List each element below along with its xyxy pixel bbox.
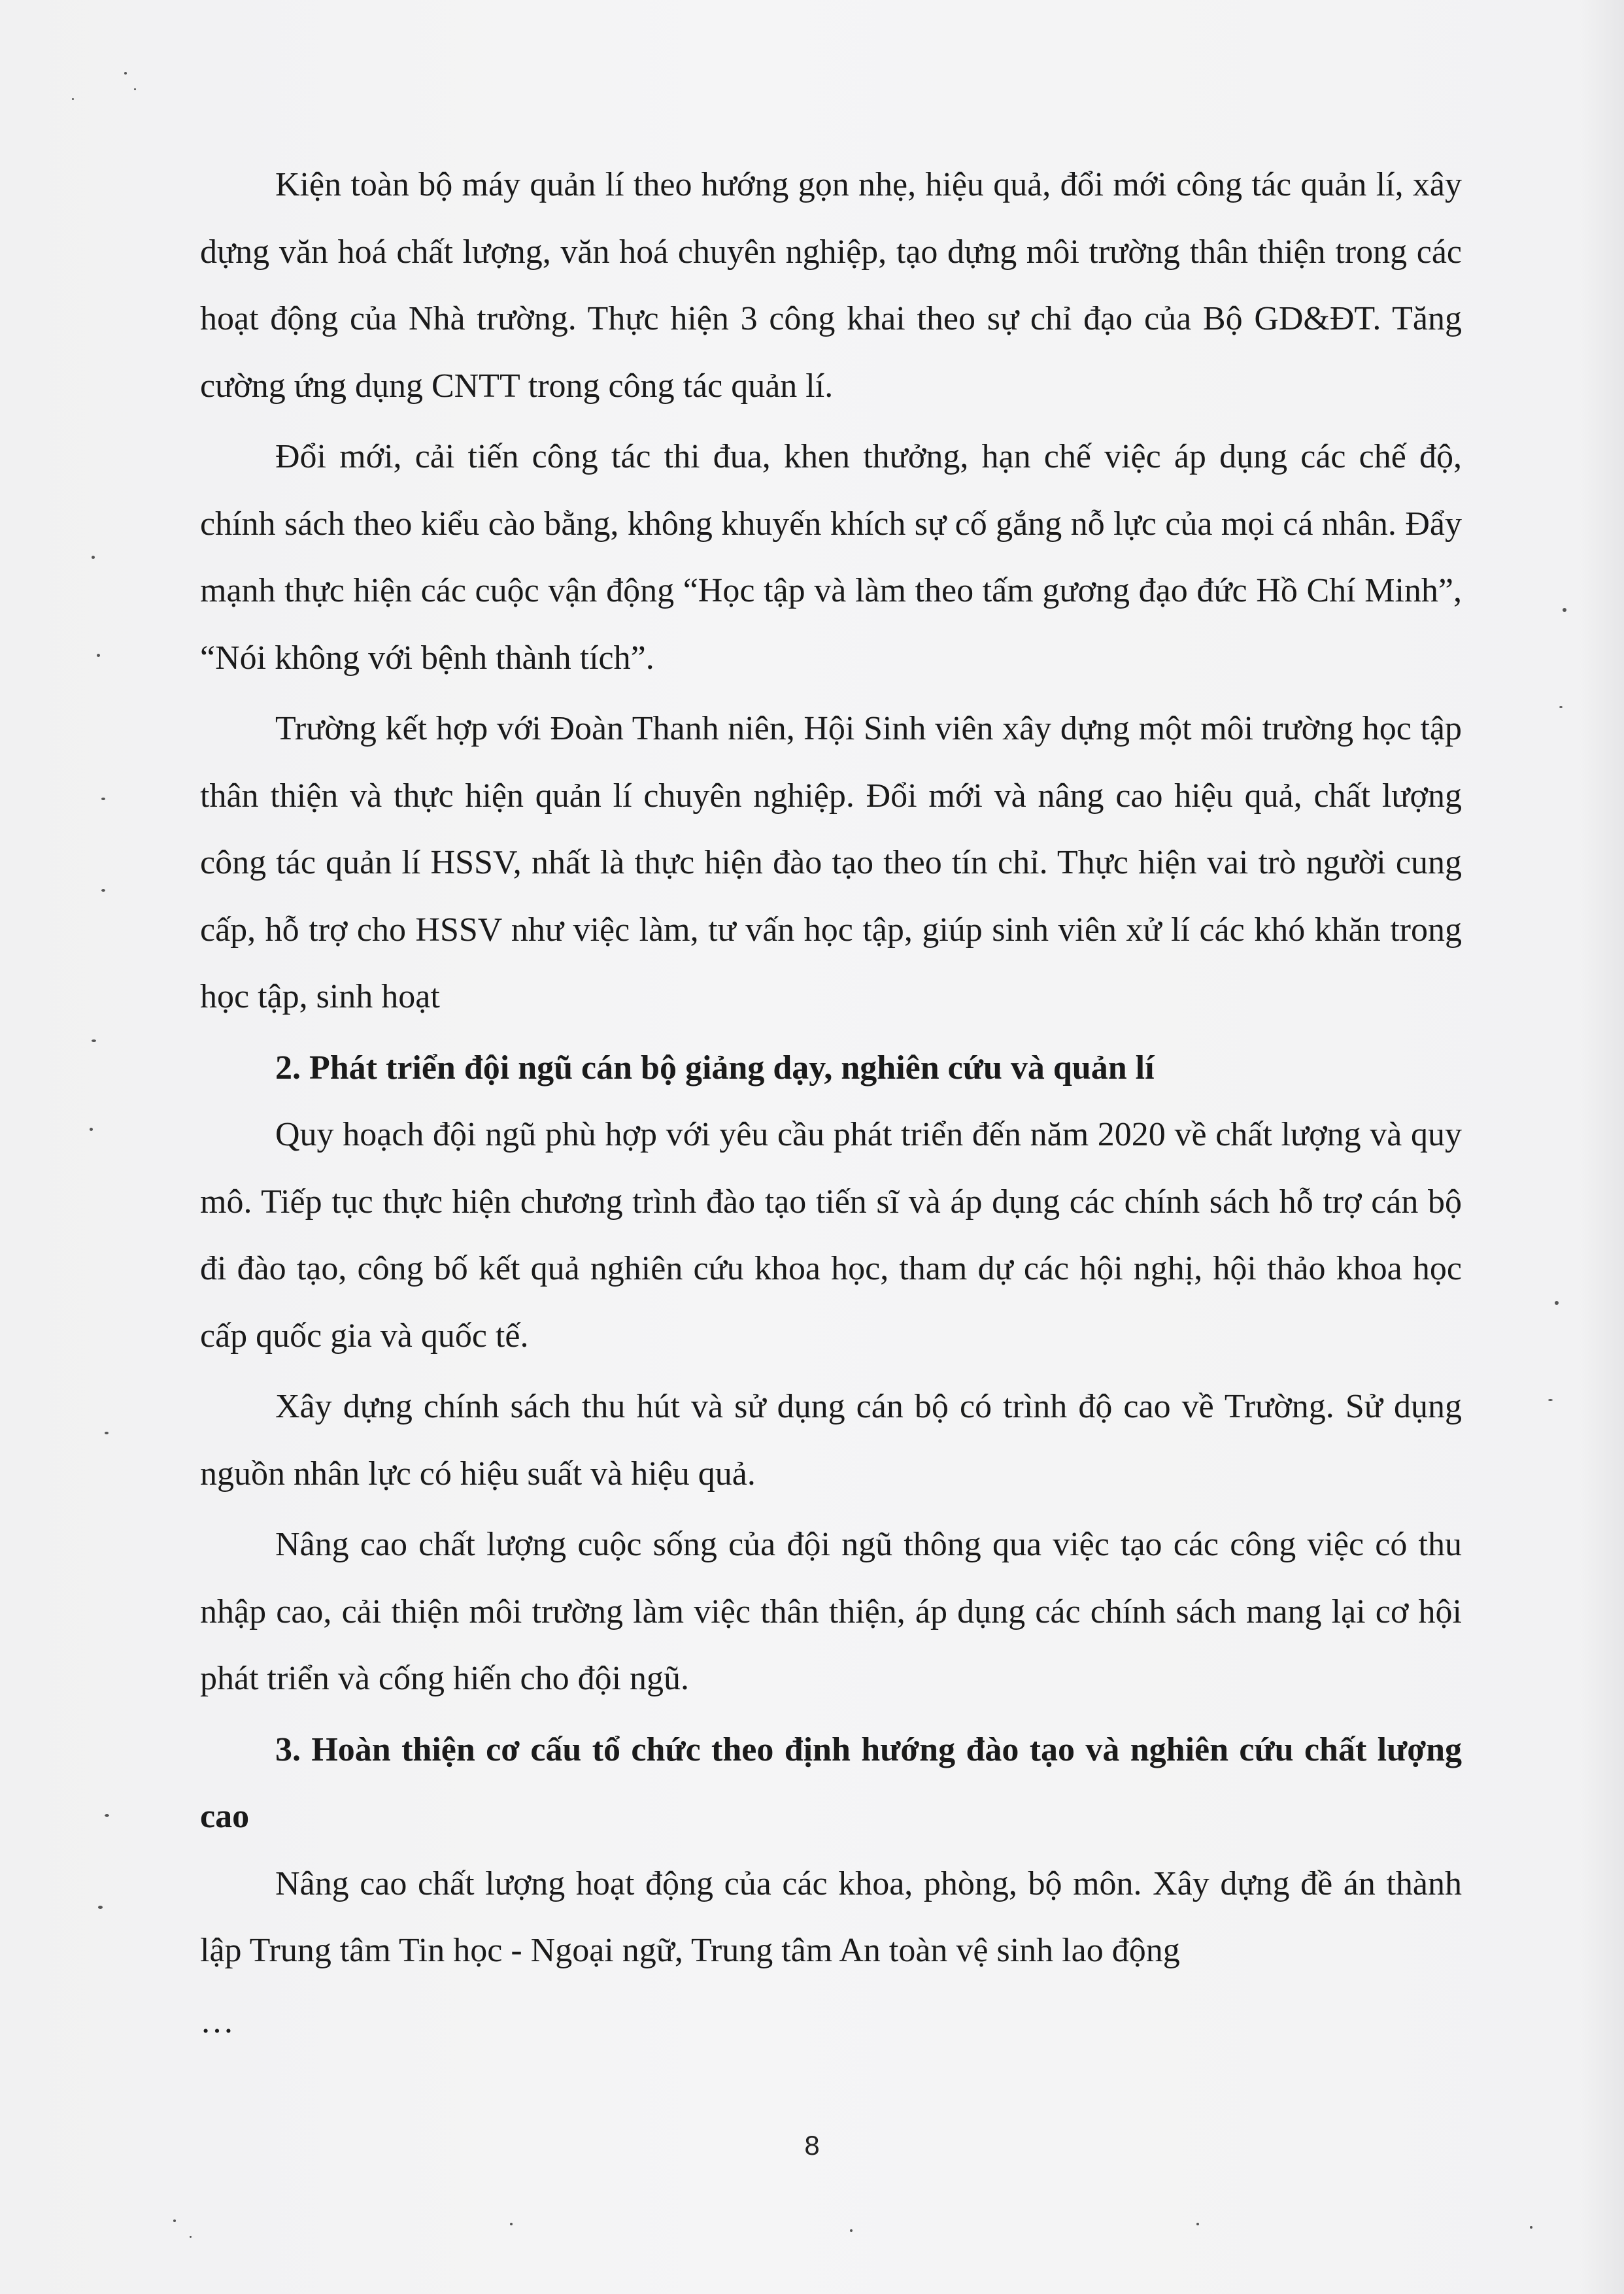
- paragraph-management: Kiện toàn bộ máy quản lí theo hướng gọn nhẹ, hiệu quả, đổi mới công tác quản lí, xây dựng văn hoá chất lượng, văn hoá chuyên nghiệp, tạo dựng môi trường thân thiện trong các hoạt động của Nhà trường. Thực hiện 3 công khai theo sự chỉ đạo của Bộ GD&ĐT. Tăng cường ứng dụng CNTT trong công tác quản lí.: [200, 166, 1462, 405]
- scan-speck: [98, 1906, 103, 1909]
- paragraph-talent-policy: Xây dựng chính sách thu hút và sử dụng cán bộ có trình độ cao về Trường. Sử dụng nguồn nhân lực có hiệu suất và hiệu quả.: [200, 1388, 1462, 1493]
- scan-speck: [90, 1128, 93, 1131]
- continuation-ellipsis: …: [200, 2002, 234, 2040]
- scan-speck: [92, 1039, 96, 1042]
- paragraph-emulation: Đổi mới, cải tiến công tác thi đua, khen thưởng, hạn chế việc áp dụng các chế độ, chính sách theo kiểu cào bằng, không khuyến khích sự cố gắng nỗ lực của mọi cá nhân. Đẩy mạnh thực hiện các cuộc vận động “Học tập và làm theo tấm gương đạo đức Hồ Chí Minh”, “Nói không với bệnh thành tích”.: [200, 438, 1462, 677]
- scan-speck: [97, 654, 100, 657]
- scan-speck: [92, 556, 95, 559]
- scan-speck: [510, 2223, 513, 2225]
- scan-speck: [1548, 1399, 1553, 1401]
- section-3-heading: 3. Hoàn thiện cơ cấu tổ chức theo định hướng đào tạo và nghiên cứu chất lượng cao: [200, 1730, 1462, 1835]
- scan-speck: [101, 798, 105, 800]
- scan-speck: [101, 889, 105, 892]
- scan-speck: [105, 1432, 109, 1434]
- scan-speck: [173, 2219, 176, 2222]
- scan-speck: [124, 72, 127, 75]
- section-2-heading: 2. Phát triển đội ngũ cán bộ giảng dạy, nghiên cứu và quản lí: [275, 1049, 1155, 1087]
- scan-speck: [1563, 608, 1566, 612]
- paragraph-faculty-quality: Nâng cao chất lượng hoạt động của các khoa, phòng, bộ môn. Xây dựng đề án thành lập Trung tâm Tin học - Ngoại ngữ, Trung tâm An toàn vệ sinh lao động: [200, 1864, 1462, 1969]
- paragraph-staff-planning: Quy hoạch đội ngũ phù hợp với yêu cầu phát triển đến năm 2020 về chất lượng và quy mô. Tiếp tục thực hiện chương trình đào tạo tiến sĩ và áp dụng các chính sách hỗ trợ cán bộ đi đào tạo, công bố kết quả nghiên cứu khoa học, tham dự các hội nghị, hội thảo khoa học cấp quốc gia và quốc tế.: [200, 1116, 1462, 1355]
- page-number: 8: [804, 2130, 820, 2161]
- page-edge-shadow: [1578, 0, 1624, 2294]
- scan-speck: [1555, 1301, 1559, 1305]
- scan-speck: [1196, 2223, 1199, 2225]
- scan-speck: [850, 2229, 853, 2232]
- document-body: [200, 152, 1462, 2055]
- scan-speck: [134, 88, 136, 90]
- scan-speck: [1559, 706, 1563, 708]
- paragraph-quality-of-life: Nâng cao chất lượng cuộc sống của đội ngũ thông qua việc tạo các công việc có thu nhập cao, cải thiện môi trường làm việc thân thiện, áp dụng các chính sách mang lại cơ hội phát triển và cống hiến cho đội ngũ.: [200, 1526, 1462, 1697]
- scan-speck: [190, 2236, 192, 2238]
- scan-speck: [1530, 2226, 1532, 2229]
- scan-speck: [72, 98, 74, 100]
- scan-speck: [105, 1814, 109, 1817]
- paragraph-youth-union: Trường kết hợp với Đoàn Thanh niên, Hội Sinh viên xây dựng một môi trường học tập thân thiện và thực hiện quản lí chuyên nghiệp. Đổi mới và nâng cao hiệu quả, chất lượng công tác quản lí HSSV, nhất là thực hiện đào tạo theo tín chỉ. Thực hiện vai trò người cung cấp, hỗ trợ cho HSSV như việc làm, tư vấn học tập, giúp sinh viên xử lí các khó khăn trong học tập, sinh hoạt: [200, 710, 1462, 1015]
